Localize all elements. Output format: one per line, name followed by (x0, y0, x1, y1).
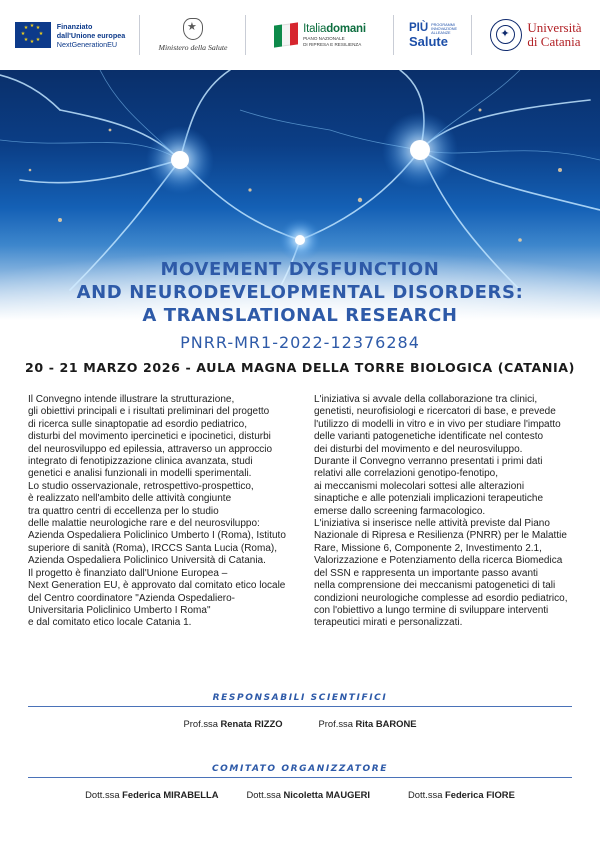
unict-logo (472, 0, 600, 70)
body-left-line: Azienda Ospedaliera Policlinico Università di Catania. (28, 555, 266, 567)
body-right-line: dei disturbi del movimento e del neurosviluppo. (314, 443, 523, 455)
person-first-name: Federica (445, 789, 484, 800)
ministry-text: Ministero della Salute (158, 43, 228, 52)
body-left-line: di ricerca sulle sinaptopatie ad esordio pediatrico, (28, 418, 248, 430)
body-left-line: Il Convegno intende illustrare la strutturazione, (28, 394, 235, 405)
body-right-line: del SSN e rappresenta un importante passo avanti (314, 567, 539, 579)
person-first-name: Federica (122, 789, 161, 800)
unict-line1: Università (527, 20, 582, 35)
person-title: Prof.ssa (183, 718, 218, 729)
title-line3: A TRANSLATIONAL RESEARCH (142, 305, 458, 326)
italiadomani-sub1: PIANO NAZIONALE (303, 35, 345, 41)
ministry-logo (140, 0, 246, 70)
body-left-line: Universitaria Policlinico Umberto I Roma" (28, 604, 211, 616)
italy-emblem-icon (183, 18, 203, 40)
body-left-line: e dal comitato etico locale Catania 1. (28, 617, 192, 629)
body-left-line: è realizzato nell'ambito delle attività congiunte (28, 493, 232, 505)
italy-flag-icon (274, 22, 298, 47)
italiadomani-sub2: DI RIPRESA E RESILIENZA (303, 42, 362, 47)
body-right-line: delle varianti patogenetiche identificate nel contesto (314, 431, 544, 443)
title-line1: MOVEMENT DYSFUNCTION (160, 259, 440, 280)
event-dates-venue: 20 - 21 MARZO 2026 - AULA MAGNA DELLA TORRE BIOLOGICA (CATANIA) (25, 360, 575, 375)
eu-line2: dall'Unione europea (56, 30, 126, 40)
person-last-name: RIZZO (254, 718, 283, 729)
italiadomani-title-b: domani (326, 22, 366, 35)
body-left-line: gli obiettivi principali e i risultati preliminari del progetto (28, 406, 270, 418)
italiadomani-title-a: Italia (303, 22, 327, 35)
comitato-heading: COMITATO ORGANIZZATORE (211, 764, 389, 774)
body-left-column (28, 394, 290, 630)
piu-side1: PROGRAMMI (431, 22, 455, 27)
body-right-line: l'utilizzo di modelli in vitro e in vivo per studiare l'impatto (314, 418, 561, 430)
body-right-line: relativi alle correlazioni genotipo-fenotipo, (314, 468, 498, 480)
comitato-divider (28, 777, 572, 778)
body-right-line: condizioni neurologiche complesse ad esordio pediatrico, (314, 592, 568, 604)
eu-line3: NextGenerationEU (56, 39, 118, 49)
unict-line2: di Catania (527, 34, 581, 49)
responsabili-divider (28, 706, 572, 707)
responsabili-list (0, 718, 600, 729)
body-left-line: disturbi del movimento ipercinetici e ipocinetici, disturbi (28, 431, 271, 443)
person-last-name: FIORE (486, 789, 515, 800)
body-left-line: Lo studio osservazionale, retrospettivo-prospettico, (28, 480, 254, 492)
responsabili-heading: RESPONSABILI SCIENTIFICI (212, 693, 388, 703)
person-first-name: Nicoletta (283, 789, 324, 800)
person-title: Dott.ssa (408, 789, 443, 800)
comitato-person (247, 789, 370, 800)
eu-flag-icon: ★ ★ ★ ★ ★ ★ ★ ★ (15, 22, 51, 48)
piu-side3: ALLEANZE (431, 31, 451, 36)
piu-side2: INNOVAZIONE (431, 26, 458, 31)
body-left-line: genetici e analisi funzionali in modelli sperimentali. (28, 468, 252, 480)
body-right-line: Rare, Missione 6, Componente 2, Investimento 2.1, (314, 542, 542, 554)
piu-line1: PIÙ (408, 21, 429, 34)
person-last-name: MAUGERI (325, 789, 371, 800)
eu-line1: Finanziato (56, 21, 93, 31)
eu-logo (0, 0, 140, 70)
responsabile-person (184, 718, 283, 729)
person-title: Prof.ssa (318, 718, 353, 729)
body-left-line: superiore di sanità (Roma), IRCCS Santa Lucia (Roma), (28, 542, 277, 554)
person-title: Dott.ssa (246, 789, 281, 800)
comitato-person (408, 789, 515, 800)
body-left-line: Next Generation EU, è approvato dal comitato etico locale (28, 580, 286, 592)
body-right-line: con l'obiettivo a lungo termine di sviluppare interventi (314, 604, 549, 616)
body-right-line: Durante il Convegno verranno presentati i primi dati (314, 456, 543, 468)
body-left-line: Azienda Ospedaliera Policlinico Umberto I (Roma), Istituto (28, 530, 286, 542)
body-right-line: L'iniziativa si inserisce nelle attività previste dal Piano (314, 518, 550, 530)
unict-seal-icon (490, 19, 522, 51)
piu-line2: Salute (408, 34, 448, 50)
person-title: Dott.ssa (85, 789, 120, 800)
body-right-line: ai meccanismi molecolari sottesi alle alterazioni (314, 480, 525, 492)
body-left-line: del Centro coordinatore "Azienda Ospedaliero- (28, 592, 236, 604)
body-right-line: emerse dallo screening farmacologico. (314, 505, 486, 517)
comitato-list (0, 789, 600, 800)
logo-bar (0, 0, 600, 70)
person-last-name: BARONE (375, 718, 417, 729)
person-first-name: Rita (355, 718, 374, 729)
body-right-line: genetisti, neurofisiologi e ricercatori di base, e prevede (314, 406, 556, 418)
body-left-line: del neurosviluppo ed epilessia, attraverso un approccio (28, 443, 273, 455)
body-left-line: Il progetto è finanziato dall'Unione Europea – (28, 567, 228, 579)
body-right-line: nella comprensione dei meccanismi patogenetici di tali (314, 580, 556, 592)
title-line2: AND NEURODEVELOPMENTAL DISORDERS: (76, 282, 524, 303)
italiadomani-logo (246, 0, 394, 70)
project-code: PNRR-MR1-2022-12376284 (180, 333, 420, 352)
responsabile-person (319, 718, 417, 729)
body-right-column (314, 394, 576, 630)
body-right-line: Nazionale di Ripresa e Resilienza (PNRR) per le Malattie (314, 530, 567, 542)
event-title (0, 258, 600, 327)
body-right-line: terapeutici mirati e personalizzati. (314, 617, 463, 629)
person-first-name: Renata (220, 718, 252, 729)
body-left-line: integrato di fenotipizzazione clinica avanzata, studi (28, 456, 253, 468)
comitato-person (85, 789, 218, 800)
body-right-line: sinaptiche e alle potenziali implicazioni terapeutiche (314, 493, 544, 505)
body-right-line: Valorizzazione e Potenziamento della ricerca Biomedica (314, 555, 563, 567)
piu-salute-logo (394, 0, 472, 70)
body-left-line: tra quattro centri di eccellenza per lo studio (28, 505, 219, 517)
body-left-line: delle malattie neurologiche rare e del neurosviluppo: (28, 518, 260, 530)
body-right-line: L'iniziativa si avvale della collaborazione tra clinici, (314, 394, 538, 405)
person-last-name: MIRABELLA (163, 789, 219, 800)
